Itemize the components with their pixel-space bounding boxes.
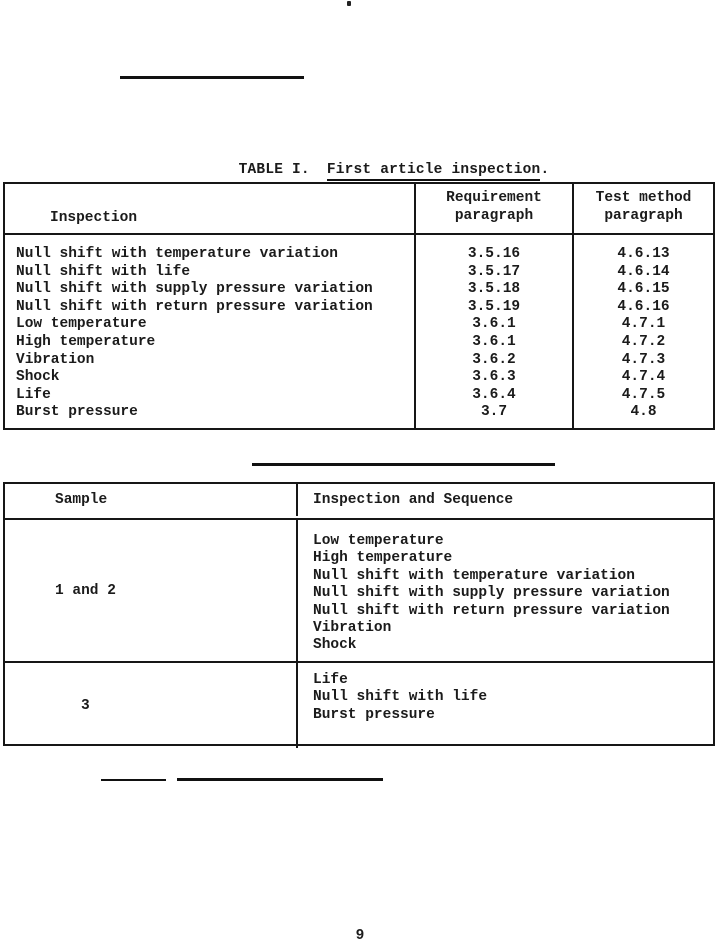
table2-sequence-cell [296,520,713,661]
table2-header-sequence [296,484,713,516]
table-cell: High temperature [16,333,156,350]
table-cell: 4.7.2 [621,333,666,350]
table1-header-test-method-line2: paragraph [604,207,683,224]
table-cell: Life [16,386,51,403]
table-cell: 3.5.16 [467,246,521,262]
table1-column-test-method [572,235,713,428]
table2-sample-cell [5,663,296,748]
table2-sample-value: 3 [81,697,90,714]
table1-first-article-inspection [3,182,715,430]
table-cell: Null shift with return pressure variation [16,298,373,315]
table-cell: Null shift with supply pressure variation [16,281,373,298]
sequence-item: Null shift with supply pressure variation [313,585,670,602]
table1-header-row [5,184,713,235]
sequence-item: Null shift with temperature variation [313,567,635,584]
table-cell: 3.5.18 [467,281,521,298]
table2-sequence-cell [296,663,713,748]
table-cell: Null shift with life [16,263,191,280]
faded-heading-underline-bottom-short [101,779,166,781]
table-cell: 3.6.2 [472,351,516,368]
table1-column-requirement [414,235,572,428]
table2-header-sample [5,484,296,516]
sequence-item: High temperature [313,550,453,567]
table1-header-requirement-line1: Requirement [446,190,542,206]
table-cell: 3.6.1 [472,333,516,350]
table-cell: 4.7.4 [621,369,666,386]
sequence-item: Shock [313,637,357,654]
ink-dot-artifact [347,1,351,6]
table-cell: 4.6.13 [617,246,670,262]
table2-sample-cell [5,520,296,661]
sequence-item: Burst pressure [313,706,435,723]
table-cell: 3.6.4 [472,386,516,403]
table2-row-sample-3 [5,663,713,748]
table-cell: 3.5.17 [467,263,521,280]
table-cell: 4.6.16 [617,298,670,315]
table2-header-sample-label: Sample [55,492,108,508]
table1-column-inspection [5,235,414,428]
table-cell: 4.7.3 [621,351,666,368]
table2-header-sequence-label: Inspection and Sequence [313,492,514,508]
sequence-item: Life [313,672,348,688]
faded-heading-underline-top [120,76,304,79]
faded-heading-underline-middle [252,463,555,466]
sequence-item: Null shift with return pressure variation [313,602,670,619]
table-cell: 4.6.14 [617,263,670,280]
table-cell: 4.7.1 [621,316,666,333]
faded-heading-underline-bottom-long [177,778,383,781]
sequence-item: Null shift with life [313,689,488,706]
table2-sample-value: 1 and 2 [55,582,116,599]
table1-header-requirement-line2: paragraph [454,207,534,224]
table-cell: 3.5.19 [467,298,521,315]
sequence-item: Low temperature [313,533,444,549]
table-cell: 4.6.15 [617,281,670,298]
table1-header-inspection-label: Inspection [50,210,138,226]
table-cell: Shock [16,369,60,386]
table1-caption-period: . [540,162,550,178]
table-cell: Low temperature [16,316,147,333]
table-cell: 4.7.5 [621,386,666,403]
table-cell: Burst pressure [16,404,138,421]
table1-header-requirement [414,184,572,233]
table2-header-row [5,484,713,520]
table-cell: Null shift with temperature variation [16,246,338,262]
table-cell: 3.6.1 [472,316,516,333]
table2-row-samples-1-2 [5,520,713,663]
table-cell: 3.7 [480,404,508,421]
page-number: 9 [355,928,365,944]
sequence-item: Vibration [313,619,392,636]
table1-header-test-method-line1: Test method [595,190,692,206]
table1-caption-title: First article inspection [327,162,541,181]
table-cell: 4.8 [630,404,657,421]
table1-body [5,235,713,428]
table1-caption-label: TABLE I. [238,162,310,178]
table1-header-inspection [5,184,414,233]
table-cell: 3.6.3 [472,369,516,386]
table-cell: Vibration [16,351,95,368]
table1-header-test-method [572,184,713,233]
table2-sample-inspection-sequence [3,482,715,746]
